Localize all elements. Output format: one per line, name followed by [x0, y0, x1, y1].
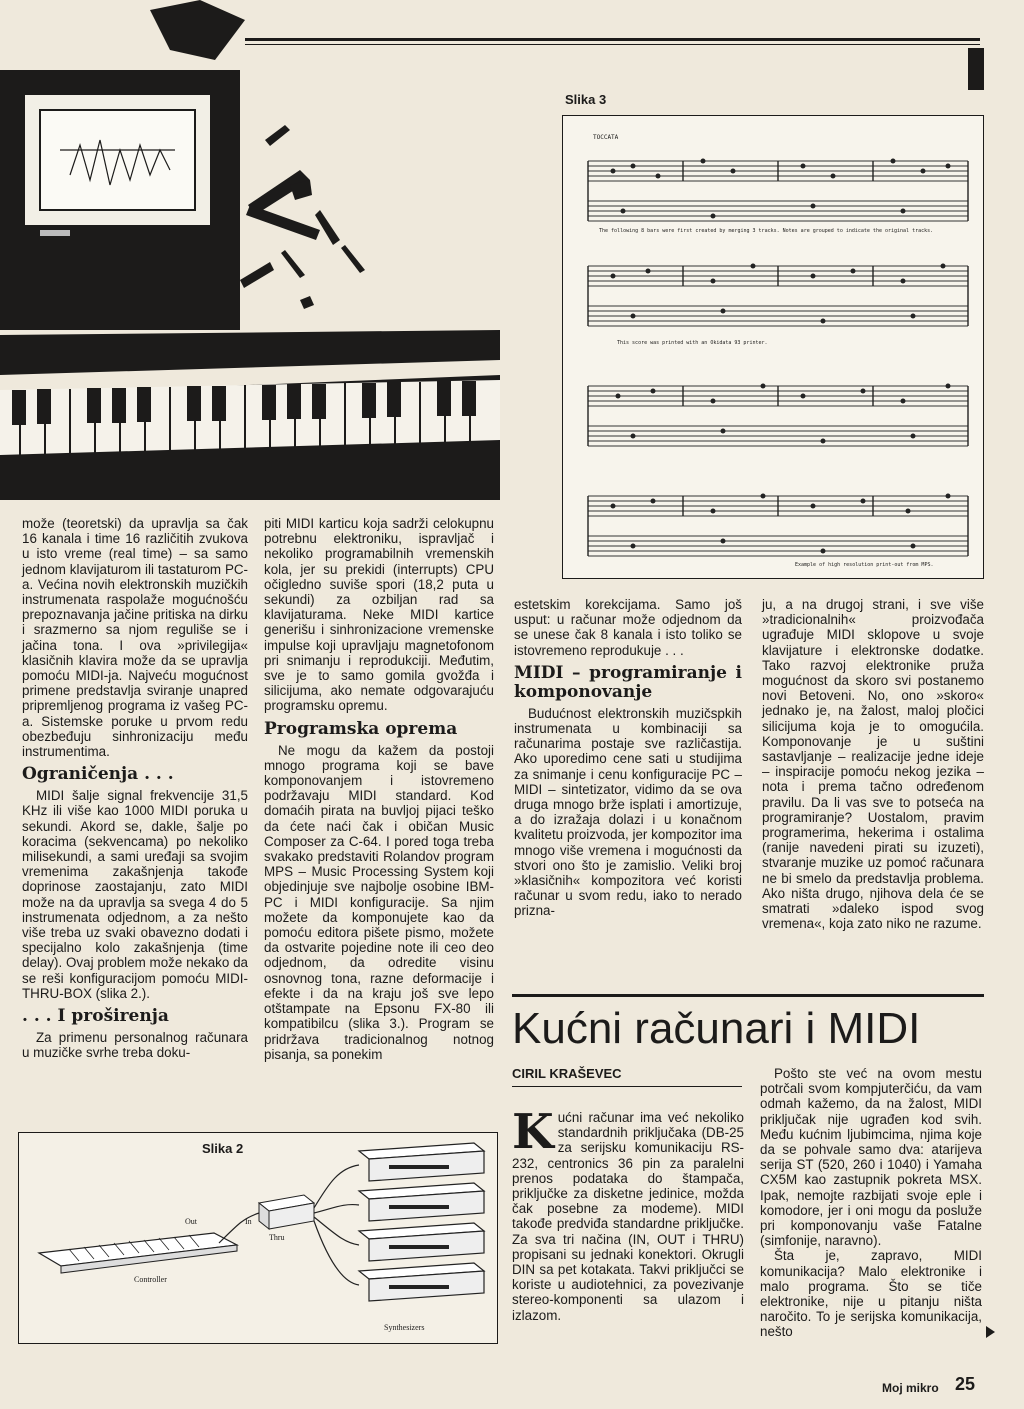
article2-rule: [512, 994, 984, 997]
col1-paragraph-3: Za primenu personalnog računara u muzičke svrhe treba doku-: [22, 1030, 248, 1061]
keyboard-illustration: [0, 0, 500, 500]
continue-arrow-icon: [986, 1326, 995, 1338]
article2-title: Kućni računari i MIDI: [512, 1004, 921, 1053]
article2-column-left: [512, 1104, 744, 1323]
label-thru: Thru: [269, 1233, 285, 1242]
slika2-caption: Slika 2: [202, 1141, 244, 1156]
column-2: [264, 516, 494, 1062]
col1-heading-ogranicenja: Ograničenja . . .: [22, 764, 174, 785]
score-note-2: This score was printed with an Okidata 93 printer.: [617, 340, 768, 346]
corner-mark: [968, 48, 984, 90]
col1-paragraph-2: MIDI šalje signal frekvencije 31,5 KHz ili više kao 1000 MIDI poruka u sekundi. Akord se, dakle, šalje po koracima (sekvencama) po nekoliko milisekundi, a sami uređaji sa svojim vremenima zakašnjenja takođe doprinose zaostajanju, zato MIDI može na da upravlja sa svega 4 do 5 instrumenata odjednom, a za nešto više treba uz svaki obavezno dodati i specijalno kolo zakašnjenja (time delay). Ovaj problem može nekako da se reši konfiguracijom pomoću MIDI-THRU-BOX (slika 2.).: [22, 788, 248, 1001]
score-title: TOCCATA: [593, 134, 619, 141]
col3-heading-midi-programiranje: MIDI – programiranje i komponovanje: [514, 662, 742, 702]
col2-paragraph-1: piti MIDI karticu koja sadrži celokupnu potrebnu elektroniku, ispravljač i nekoliko programabilnih vremenskih kola, jer su prekidi (interrupts) CPU očigledno suviše spori (18,2 puta u sekundi) za ozbiljan rad sa klavijaturama. Neke MIDI kartice generišu i sinhronizacione vremenske impulse koji upravljaju magnetofonom pri snimanju i reprodukciji. Međutim, sve je to samo gomila gvožđa i silicijuma, ako nemate odgovarajuću programsku opremu.: [264, 516, 494, 714]
col4-paragraph-1: ju, a na drugoj strani, i sve više »tradicionalnih« proizvođača ugrađuje MIDI sklopove u svoje klavijature i elektronske dodatke. Tako razvoj elektronike pruža mogućnost da skoro svi postanemo novi Betoveni. No, ono »skoro« jednako je, na žalost, maloj pločici silicijuma koja je to omogućila. Komponovanje je u suštini sastavljanje – realizacije jedne ideje – inspiracije pomoću nekog jezika – nota i prema tačno određenom pravilu. Da li vas sve to potseća na programiranje? Uostalom, pravim programerima, hekerima i ostalima (ranije navedeni pirati su izuzeti), stvaranje muzike uz pomoć računara ne bi smelo da predstavlja problema. Ako ništa drugo, njihova dela će se smatrati »daleko ispod svog vremena«, koja zato niko ne razume.: [762, 597, 984, 932]
magazine-name: Moj mikro: [882, 1381, 939, 1395]
label-in-thru: In: [245, 1217, 252, 1226]
col3-paragraph-2: Budućnost elektronskih muzičspkih instrumenata u kombinaciji sa računarima postaje sve različastija. Ako uporedimo cene sati u studijima za snimanje i cenu konfiguracije PC – MIDI – sintetizator, vidimo da se ova druga mnogo brže isplati i amortizuje, a do izražaja dolazi i u konačnom kvalitetu proizvoda, jer kompozitor ima mnogo više vremena i mogućnosti da stvori ono što je zamislio. Veliki broj »klasičnih« kompozitora već koristi računar u svom redu, iako to nerado prizna-: [514, 705, 742, 919]
top-rule-thin: [245, 44, 980, 45]
dropcap-k: K: [512, 1104, 554, 1160]
author-rule: [512, 1086, 742, 1087]
slika3-score: [562, 115, 984, 579]
article2-paragraph-1: ućni računar ima već nekoliko standardnih priključaka (DB-25 za serijsku komunikaciju RS-232, centronics 36 pin za paralelni prenos podataka do štampača, priključke za disketne jedinice, možda čak posebne za modeme). MIDI takođe predviđa standardne priključke. Za sva tri načina (IN, OUT i THRU) propisani su jednaki konektori. Okrugli DIN sa pet kotakata. Takvi priključci se koriste u audiotehnici, za povezivanje stereo-komponenti sa ulazom i izlazom.: [512, 1110, 744, 1323]
column-3: [514, 597, 742, 919]
article2-paragraph-3: Šta je, zapravo, MIDI komunikacija? Malo elektronike i malo programa. Što se tiče elektronike, nije u pitanju ništa naročito. To je serijska komunikacija, nešto: [760, 1248, 982, 1340]
score-note-1: The following 8 bars were first created by merging 3 tracks. Notes are grouped to indicate the original tracks.: [599, 228, 934, 234]
col3-paragraph-1: estetskim korekcijama. Samo još usput: u računar može odjednom da se unese čak 8 kanala i isto toliko se istovremeno reprodukuje . . .: [514, 597, 742, 658]
label-synthesizers: Synthesizers: [384, 1323, 425, 1332]
col2-paragraph-2: Ne mogu da kažem da postoji mnogo programa koji se bave komponovanjem i istovremeno podržavaju MIDI standard. Kod domaćih pirata na buvljoj pijaci teško da ćete naći čak i običan Music Composer za C-64. I pored toga treba svakako predstaviti Rolandov program MPS – Music Processing System koji objedinjuje sve najbolje osobine IBM-PC i MIDI konfiguracije. Sa njim možete da komponujete kao da pomoću editora pišete pismo, možete da ostvarite pojedine note ili ceo deo odjednom, da odredite visinu osnovnog tona, razne deformacije i efekte i da na kraju još sve lepo otštampate na Epsonu FX-80 ili kompatibilcu (slika 3.). Program se pridržava tradicionalnog notnog pisanja, sa ponekim: [264, 742, 494, 1062]
page-number: 25: [955, 1374, 976, 1394]
col1-paragraph-1: može (teoretski) da upravlja sa čak 16 kanala i time 16 različitih zvukova u isto vreme (real time) – sa samo jednom klavijaturom ili tastaturom PC-a. Većina novih elektronskih muzičkih instrumenata raspolaže mogućnošću prepoznavanja jačine pritiska na dirku i srazmerno sa njom reguliše se i jačina tona. I ova »privilegija« klasičnih klavira može da se upravlja pomoću MIDI-ja. Najveću mogućnost primene predstavlja sviranje unapred pripremljenog programa iz vašeg PC-a. Sistemske poruke u prvom redu obezbeđuju sinhronizaciju među instrumentima.: [22, 516, 248, 760]
top-rule: [245, 38, 980, 41]
slika2-diagram: [18, 1132, 498, 1344]
label-out: Out: [185, 1217, 197, 1226]
article2-column-right: [760, 1066, 982, 1340]
slika3-caption: Slika 3: [565, 92, 607, 107]
column-1: [22, 516, 248, 1061]
score-note-3: Example of high resolution print-out from MPS.: [795, 562, 934, 568]
col2-heading-programska-oprema: Programska oprema: [264, 718, 458, 739]
column-4: [762, 597, 984, 931]
col1-heading-prosirenja: . . . I proširenja: [22, 1006, 169, 1027]
article2-author: CIRIL KRAŠEVEC: [512, 1066, 622, 1081]
article2-paragraph-2: Pošto ste već na ovom mestu potrčali svom kompjuterčiću, da vam odmah kažemo, da na žalost, MIDI priključak nije ugrađen kod svih. Među kućnim ljubimcima, njima koje da se pohvale samo dva: atarijeva serija ST (520, 260 i 1040) i Yamaha CX5M kao zastupnik pokreta MSX. Ipak, nemojte razbijati svoje eple i komodore, jer i oni mogu da posluže pri komponovanju vaše Fatalne (simfonije, naravno).: [760, 1066, 982, 1249]
label-controller: Controller: [134, 1275, 167, 1284]
